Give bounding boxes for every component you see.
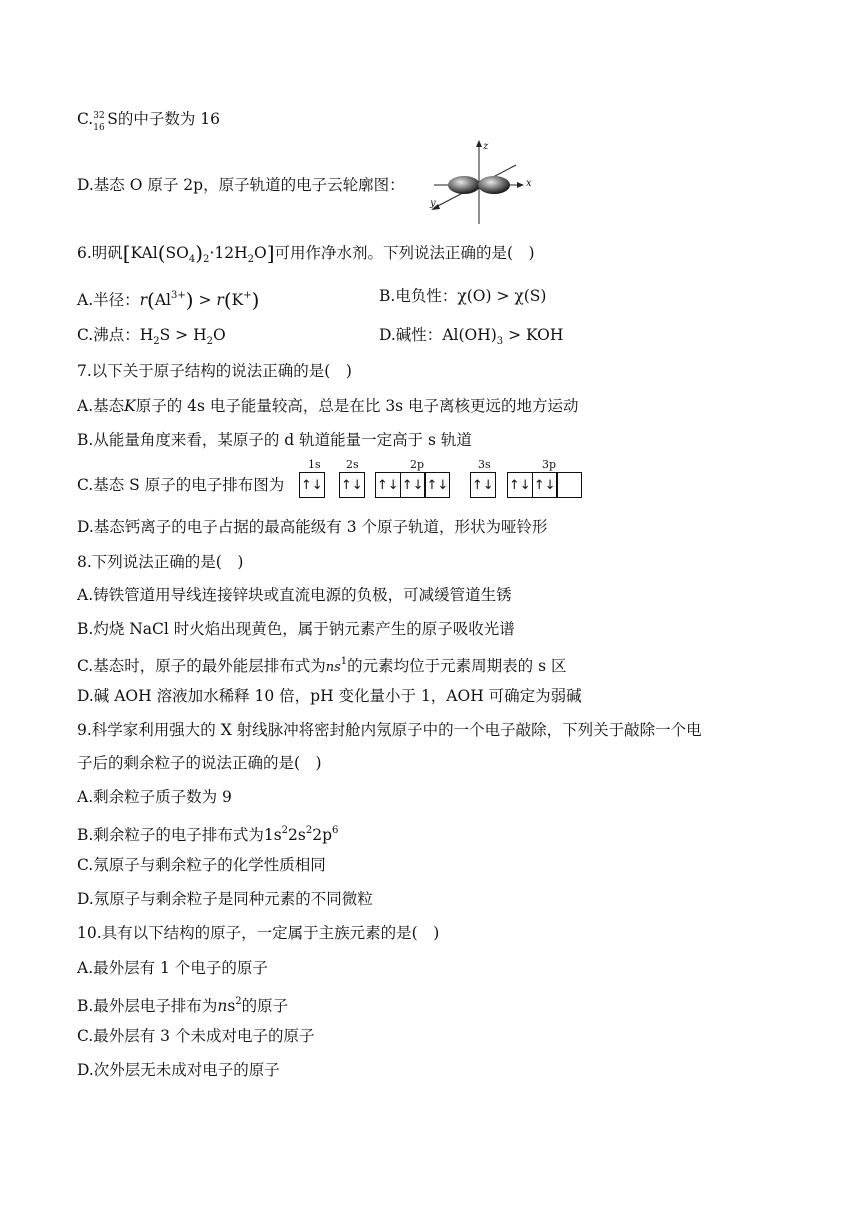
q8-option-b: B.灼烧 NaCl 时火焰出现黄色，属于钠元素产生的原子吸收光谱 — [77, 620, 515, 638]
q9-option-c: C.氖原子与剩余粒子的化学性质相同 — [77, 856, 326, 874]
q7-option-d: D.基态钙离子的电子占据的最高能级有 3 个原子轨道，形状为哑铃形 — [77, 518, 548, 536]
q7-option-b: B.从能量角度来看，某原子的 d 轨道能量一定高于 s 轨道 — [77, 431, 472, 449]
q8-option-d: D.碱 AOH 溶液加水稀释 10 倍，pH 变化量小于 1，AOH 可确定为弱碱 — [77, 687, 582, 705]
q10-option-c: C.最外层有 3 个未成对电子的原子 — [77, 1027, 315, 1045]
q10-option-b: B.最外层电子排布为$ns^2$的原子 — [77, 996, 289, 1015]
q6-option-b: B.电负性：χ(O) > χ(S) — [379, 287, 547, 305]
q6-option-c: C.沸点：$H_2S > H_2O$ — [77, 326, 226, 347]
q8-option-c: C.基态时，原子的最外能层排布式为$ns^1$的元素均位于元素周期表的 s 区 — [77, 656, 567, 675]
orbital-3p: 3p ↑↓ ↑↓ — [508, 472, 582, 498]
q5-option-c: C. 32 16 S的中子数为 16 — [77, 110, 221, 133]
q9-option-b: B.剩余粒子的电子排布式为$1s^22s^22p^6$ — [77, 825, 339, 844]
orbital-3s: 3s ↑↓ — [471, 472, 496, 498]
q10-option-d: D.次外层无未成对电子的原子 — [77, 1061, 280, 1079]
q9-stem-line2: 子后的剩余粒子的说法正确的是( ) — [77, 754, 322, 772]
orbital-2s: 2s ↑↓ — [340, 472, 365, 498]
q6-option-a: A.半径：$r(Al^{3+}) > r(K^+)$ — [77, 288, 260, 312]
nuclide-notation: 32 16 — [93, 111, 105, 133]
q9-stem-line1: 9.科学家利用强大的 X 射线脉冲将密封舱内氖原子中的一个电子敲除，下列关于敲除一个电 — [77, 721, 702, 739]
q5-option-d: D.基态 O 原子 2p，原子轨道的电子云轮廓图： — [77, 176, 405, 194]
q6-option-d: D.碱性：$Al(OH)_3$ > KOH — [379, 326, 564, 347]
q8-option-a: A.铸铁管道用导线连接锌块或直流电源的负极，可减缓管道生锈 — [77, 586, 512, 604]
q9-option-a: A.剩余粒子质子数为 9 — [77, 788, 232, 806]
q6-stem: 6.明矾$[KAl(SO_4)_2\cdot 12H_2O]$可用作净水剂。下列说法正确的是( ) — [77, 241, 535, 265]
orbital-2p: 2p ↑↓ ↑↓ ↑↓ — [376, 472, 450, 498]
q7-option-a: A.基态K原子的 4s 电子能量较高，总是在比 3s 电子离核更远的地方运动 — [77, 397, 579, 415]
q7-stem: 7.以下关于原子结构的说法正确的是( ) — [77, 362, 352, 380]
q9-option-d: D.氖原子与剩余粒子是同种元素的不同微粒 — [77, 890, 373, 908]
p-orbital-figure: z x y — [430, 141, 532, 209]
q10-stem: 10.具有以下结构的原子，一定属于主族元素的是( ) — [77, 924, 440, 942]
q10-option-a: A.最外层有 1 个电子的原子 — [77, 959, 268, 977]
orbital-1s: 1s ↑↓ — [300, 472, 325, 498]
q8-stem: 8.下列说法正确的是( ) — [77, 553, 244, 571]
q7-option-c: C.基态 S 原子的电子排布图为 — [77, 476, 285, 494]
